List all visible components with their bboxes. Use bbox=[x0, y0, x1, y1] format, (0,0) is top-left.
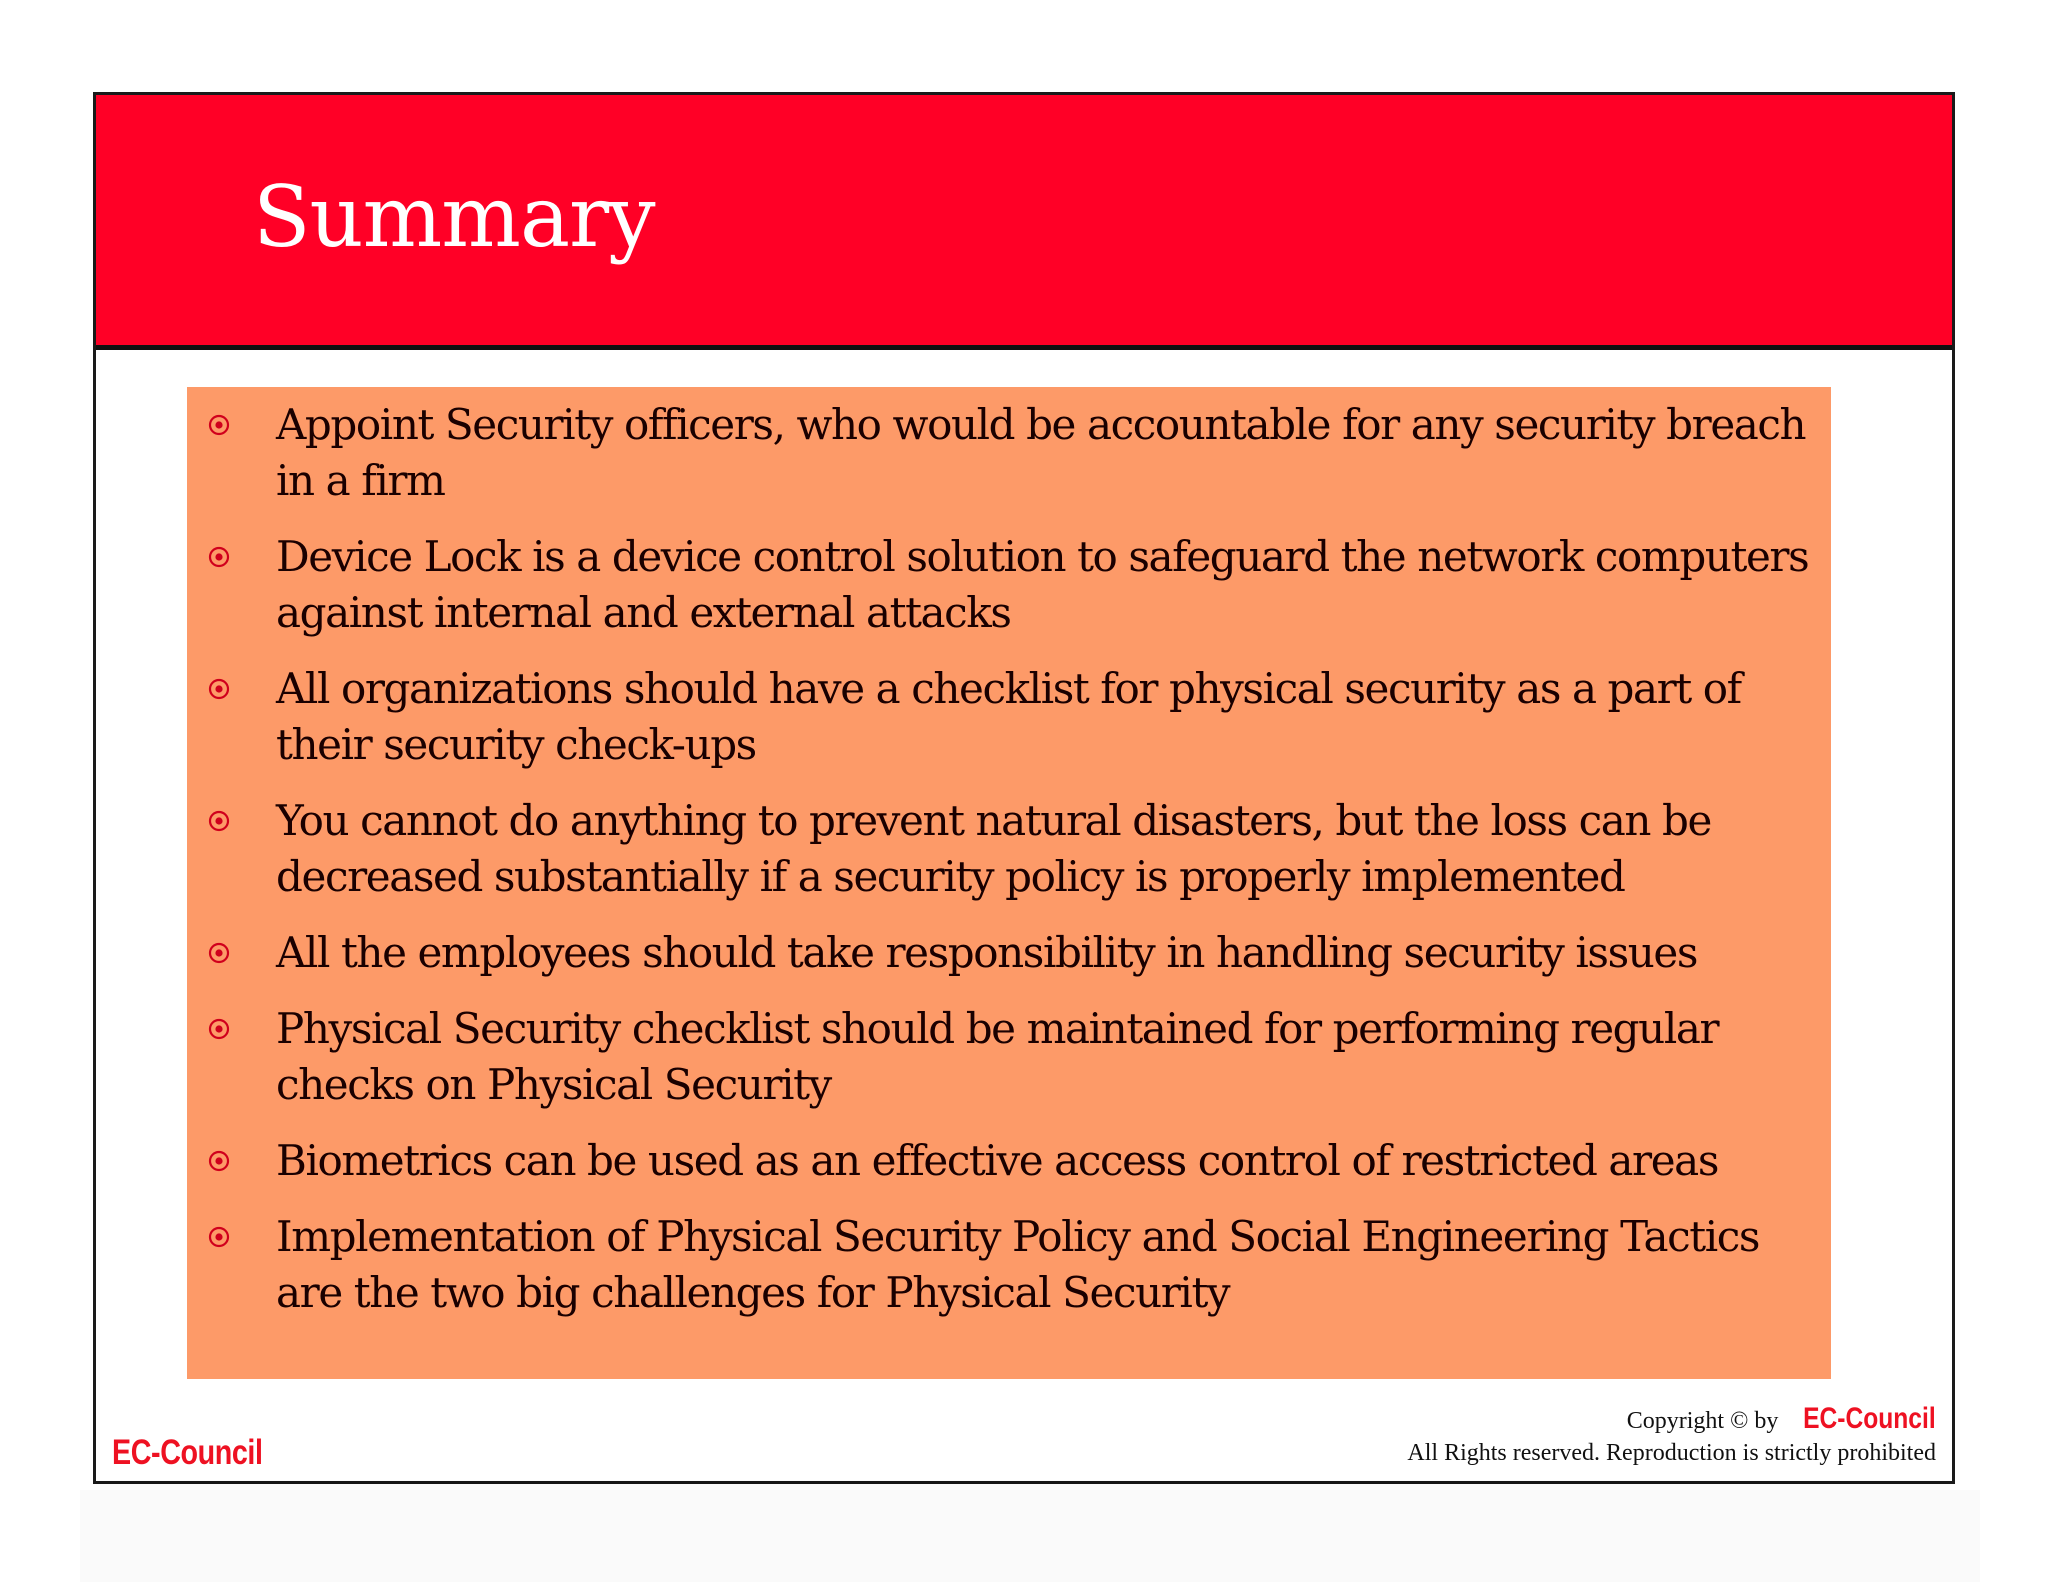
bullet-item bbox=[187, 1001, 1831, 1113]
bullet-item bbox=[187, 661, 1831, 773]
circled-dot-icon bbox=[208, 414, 230, 436]
bullet-item bbox=[187, 1209, 1831, 1321]
page-bottom-band bbox=[80, 1490, 1980, 1582]
bullet-item bbox=[187, 397, 1831, 509]
content-box bbox=[187, 387, 1831, 1379]
bullet-text: All organizations should have a checklist for physical security as a part of their security check-ups bbox=[276, 664, 1741, 769]
bullet-item bbox=[187, 1133, 1831, 1189]
bullet-text: Device Lock is a device control solution to safeguard the network computers against internal and external attacks bbox=[276, 532, 1809, 637]
title-bar bbox=[96, 95, 1952, 350]
circled-dot-icon bbox=[208, 546, 230, 568]
bullet-text: Physical Security checklist should be maintained for performing regular checks on Physical Security bbox=[276, 1004, 1719, 1109]
copyright-prefix: Copyright © by bbox=[1626, 1408, 1779, 1434]
circled-dot-icon bbox=[208, 678, 230, 700]
circled-dot-icon bbox=[208, 1018, 230, 1040]
circled-dot-icon bbox=[208, 810, 230, 832]
bullet-text: Biometrics can be used as an effective access control of restricted areas bbox=[276, 1136, 1718, 1185]
bullet-text: Implementation of Physical Security Policy and Social Engineering Tactics are the two big challenges for Physical Security bbox=[276, 1212, 1760, 1317]
rights-line: All Rights reserved. Reproduction is strictly prohibited bbox=[1407, 1440, 1936, 1466]
circled-dot-icon bbox=[208, 942, 230, 964]
bullet-item bbox=[187, 793, 1831, 905]
bullet-item bbox=[187, 925, 1831, 981]
circled-dot-icon bbox=[208, 1150, 230, 1172]
bullet-text: You cannot do anything to prevent natural disasters, but the loss can be decreased substantially if a security policy is properly implemented bbox=[276, 796, 1711, 901]
bullet-item bbox=[187, 529, 1831, 641]
slide-title: Summary bbox=[253, 168, 655, 266]
circled-dot-icon bbox=[208, 1226, 230, 1248]
copyright-notice bbox=[1407, 1403, 1936, 1469]
bullet-text: All the employees should take responsibility in handling security issues bbox=[276, 928, 1697, 977]
copyright-brand-logo: EC-Council bbox=[1803, 1402, 1936, 1435]
bullet-list bbox=[187, 397, 1831, 1341]
bullet-text: Appoint Security officers, who would be accountable for any security breach in a firm bbox=[276, 400, 1806, 505]
copyright-line bbox=[1407, 1403, 1936, 1437]
ec-council-logo: EC-Council bbox=[112, 1433, 263, 1472]
slide bbox=[93, 92, 1955, 1484]
